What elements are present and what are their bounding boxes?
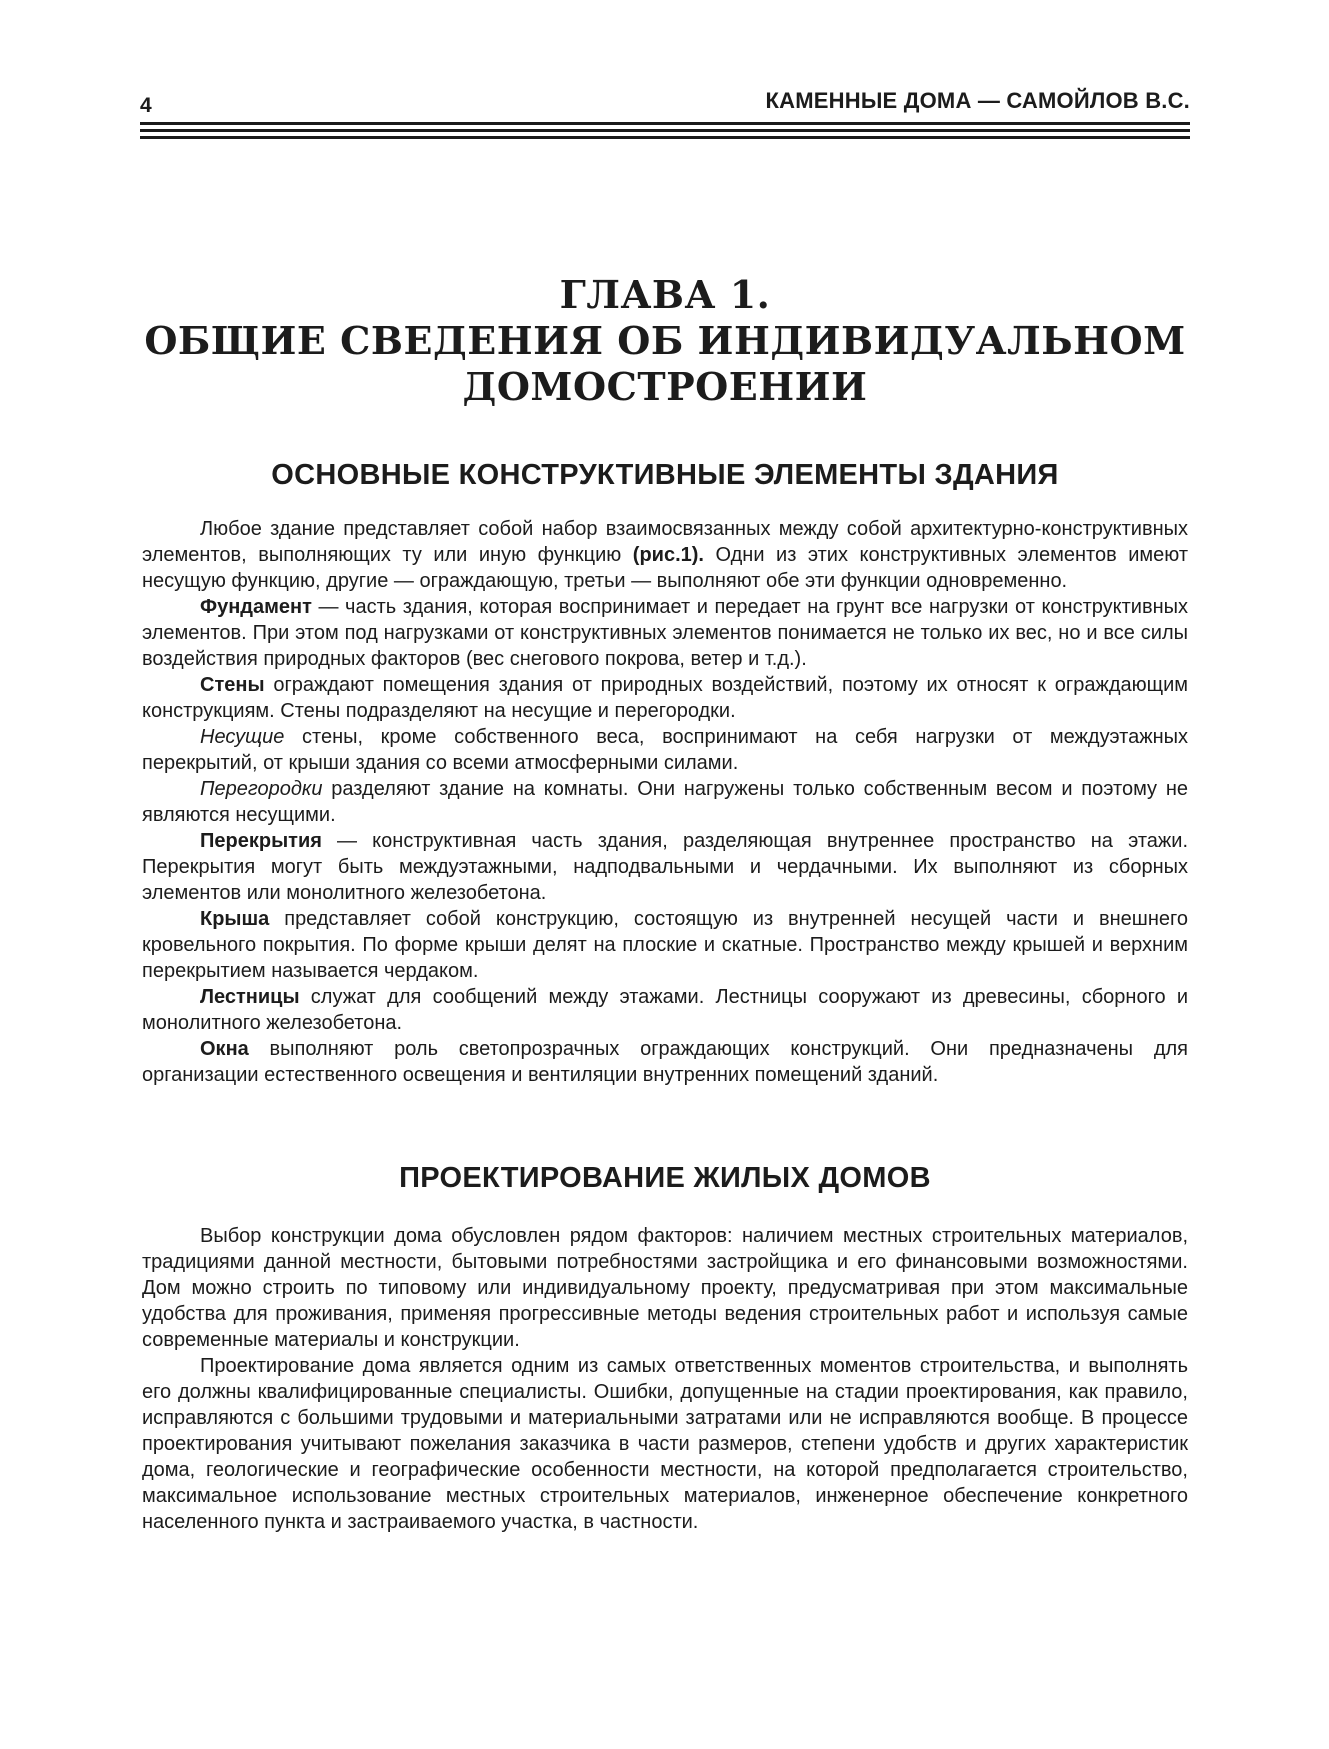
running-header bbox=[140, 88, 1190, 118]
chapter-title-line-2: ДОМОСТРОЕНИИ bbox=[462, 364, 868, 409]
paragraph-roof bbox=[142, 906, 1188, 984]
header-rule-3 bbox=[140, 136, 1190, 139]
paragraph-walls bbox=[142, 672, 1188, 724]
paragraph-text: стены, кроме собственного веса, воспринимают на себя нагрузки от междуэтажных перекрытий, от крыши здания со всеми атмосферными силами. bbox=[142, 726, 1188, 774]
section-heading-elements: ОСНОВНЫЕ КОНСТРУКТИВНЫЕ ЭЛЕМЕНТЫ ЗДАНИЯ bbox=[271, 459, 1059, 491]
chapter-title bbox=[140, 272, 1190, 410]
paragraph-windows bbox=[142, 1036, 1188, 1088]
paragraph-foundation bbox=[142, 594, 1188, 672]
figure-reference: (рис.1). bbox=[632, 544, 704, 566]
term-foundation: Фундамент bbox=[200, 596, 312, 618]
paragraph-stairs bbox=[142, 984, 1188, 1036]
term-load-bearing: Несущие bbox=[200, 726, 285, 748]
paragraph-text: служат для сообщений между этажами. Лестницы сооружают из древесины, сборного и монолитного железобетона. bbox=[142, 986, 1188, 1034]
term-walls: Стены bbox=[200, 674, 265, 696]
paragraph-load-bearing bbox=[142, 724, 1188, 776]
section-heading-design: ПРОЕКТИРОВАНИЕ ЖИЛЫХ ДОМОВ bbox=[399, 1162, 931, 1194]
paragraph-text: представляет собой конструкцию, состоящую из внутренней несущей части и внешнего кровельного покрытия. По форме крыши делят на плоские и скатные. Пространство между крышей и верхним перекрытием называется чердаком. bbox=[142, 908, 1188, 982]
paragraph-design-choice: Выбор конструкции дома обусловлен рядом факторов: наличием местных строительных материалов, традициями данной местности, бытовыми потребностями застройщика и его финансовыми возможностями. Дом можно строить по типовому или индивидуальному проекту, предусматривая при этом максимальные удобства для проживания, применяя прогрессивные методы ведения строительных работ и используя самые современные материалы и конструкции. bbox=[142, 1225, 1188, 1351]
paragraph-floors bbox=[142, 828, 1188, 906]
paragraph-partitions bbox=[142, 776, 1188, 828]
term-windows: Окна bbox=[200, 1038, 249, 1060]
section-body-design bbox=[142, 1223, 1188, 1535]
paragraph-text: — конструктивная часть здания, разделяющая внутреннее пространство на этажи. Перекрытия могут быть междуэтажными, надподвальными и чердачными. Их выполняют из сборных элементов или монолитного железобетона. bbox=[142, 830, 1188, 904]
paragraph-intro bbox=[142, 516, 1188, 594]
term-floors: Перекрытия bbox=[200, 830, 322, 852]
term-partitions: Перегородки bbox=[200, 778, 323, 800]
paragraph-text: ограждают помещения здания от природных воздействий, поэтому их относят к ограждающим конструкциям. Стены подразделяют на несущие и перегородки. bbox=[142, 674, 1188, 722]
chapter-title-line-1: ОБЩИЕ СВЕДЕНИЯ ОБ ИНДИВИДУАЛЬНОМ bbox=[144, 318, 1186, 363]
paragraph-text: Одни из этих конструктивных элементов имеют несущую функцию, другие — ограждающую, третьи — выполняют обе эти функции одновременно. bbox=[142, 544, 1189, 592]
running-title: КАМЕННЫЕ ДОМА — САМОЙЛОВ В.С. bbox=[765, 88, 1190, 113]
chapter-number: ГЛАВА 1. bbox=[559, 272, 771, 317]
paragraph-design-process: Проектирование дома является одним из самых ответственных моментов строительства, и выполнять его должны квалифицированные специалисты. Ошибки, допущенные на стадии проектирования, как правило, исправляются с большими трудовыми и материальными затратами или не исправляются вообще. В процессе проектирования учитывают пожелания заказчика в части размеров, степени удобств и других характеристик дома, геологические и географические особенности местности, на которой предполагается строительство, максимальное использование местных строительных материалов, инженерное обеспечение конкретного населенного пункта и застраиваемого участка, в частности. bbox=[142, 1355, 1188, 1533]
paragraph-text: Любое здание представляет собой набор взаимосвязанных между собой архитектурно-конструктивных элементов, выполняющих ту или иную функцию bbox=[142, 518, 1188, 566]
paragraph-text: — часть здания, которая воспринимает и передает на грунт все нагрузки от конструктивных элементов. При этом под нагрузками от конструктивных элементов понимается не только их вес, но и все силы воздействия природных факторов (вес снегового покрова, ветер и т.д.). bbox=[142, 596, 1188, 670]
header-rule-1 bbox=[140, 122, 1190, 125]
paragraph-text: выполняют роль светопрозрачных ограждающих конструкций. Они предназначены для организации естественного освещения и вентиляции внутренних помещений зданий. bbox=[142, 1038, 1188, 1086]
section-body-elements bbox=[142, 516, 1188, 1088]
header-rule-2 bbox=[140, 129, 1190, 132]
term-stairs: Лестницы bbox=[200, 986, 300, 1008]
page-number: 4 bbox=[140, 94, 152, 117]
term-roof: Крыша bbox=[200, 908, 270, 930]
paragraph-text: разделяют здание на комнаты. Они нагружены только собственным весом и поэтому не являются несущими. bbox=[142, 778, 1188, 826]
